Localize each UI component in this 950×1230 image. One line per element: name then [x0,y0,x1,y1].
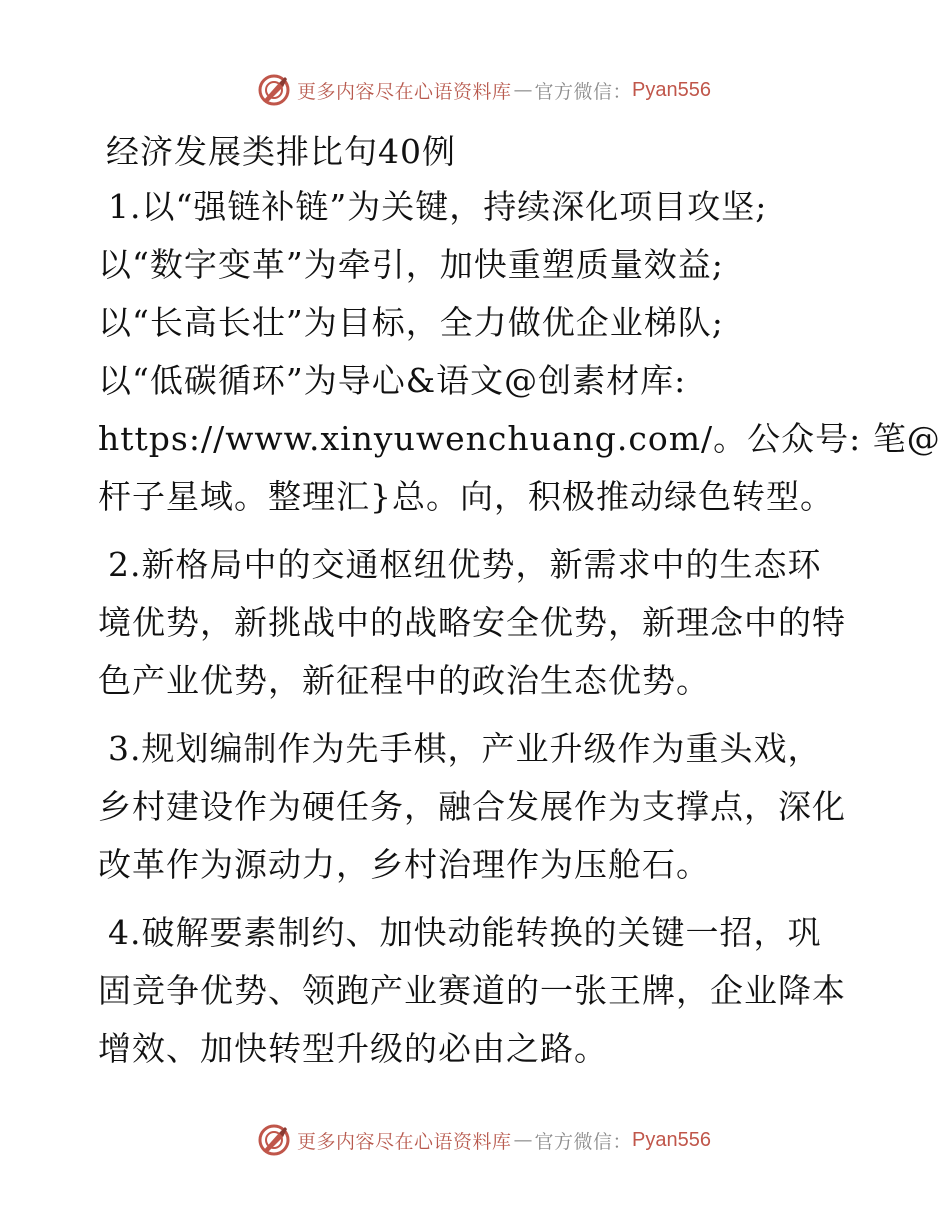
pen-logo-icon [257,1123,291,1157]
paragraph-line: 以“长高长壮”为目标，全力做优企业梯队; [98,303,724,342]
paragraph-line: https://www.xinyuwenchuang.com/。公众号: 笔@ [98,419,941,458]
paragraph-2 [98,536,858,710]
paragraph-line: 色产业优势，新征程中的政治生态优势。 [98,661,710,700]
paragraph-line: 杆子星域。整理汇}总。向，积极推动绿色转型。 [98,477,834,516]
paragraph-line: 3.规划编制作为先手棋，产业升级作为重头戏， [108,729,822,768]
footer-banner-text: 更多内容尽在心语资料库 [297,1130,512,1153]
document-title: 经济发展类排比句40例 [106,132,456,171]
pen-logo-icon [257,73,291,107]
header-banner-inner [257,73,711,107]
paragraph-line: 以“数字变革”为牵引，加快重塑质量效益; [98,245,724,284]
paragraph-line: 以“低碳循环”为导心&语文@创素材库: [98,361,687,400]
paragraph-line: 境优势，新挑战中的战略安全优势，新理念中的特 [98,603,846,642]
header-banner-label: 官方微信： [534,80,633,103]
footer-wechat-id: Pyan556 [632,1128,711,1151]
paragraph-line: 乡村建设作为硬任务，融合发展作为支撑点，深化 [98,787,846,826]
footer-banner [0,1120,950,1160]
footer-banner-inner [257,1123,711,1157]
header-banner [0,70,950,110]
header-banner-dash: — [513,79,533,101]
paragraph-line: 固竞争优势、领跑产业赛道的一张王牌，企业降本 [98,971,846,1010]
header-wechat-id: Pyan556 [632,78,711,101]
paragraph-3 [98,720,858,894]
paragraph-4 [98,904,858,1078]
paragraph-line: 1.以“强链补链”为关键，持续深化项目攻坚; [108,187,768,226]
document-body [98,178,941,1088]
footer-banner-dash: — [513,1129,533,1151]
paragraph-line: 2.新格局中的交通枢纽优势，新需求中的生态环 [108,545,822,584]
paragraph-line: 增效、加快转型升级的必由之路。 [98,1029,608,1068]
paragraph-line: 4.破解要素制约、加快动能转换的关键一招，巩 [108,913,822,952]
paragraph-1 [98,178,941,526]
header-banner-text: 更多内容尽在心语资料库 [297,80,512,103]
footer-banner-label: 官方微信： [534,1130,633,1153]
paragraph-line: 改革作为源动力，乡村治理作为压舱石。 [98,845,710,884]
